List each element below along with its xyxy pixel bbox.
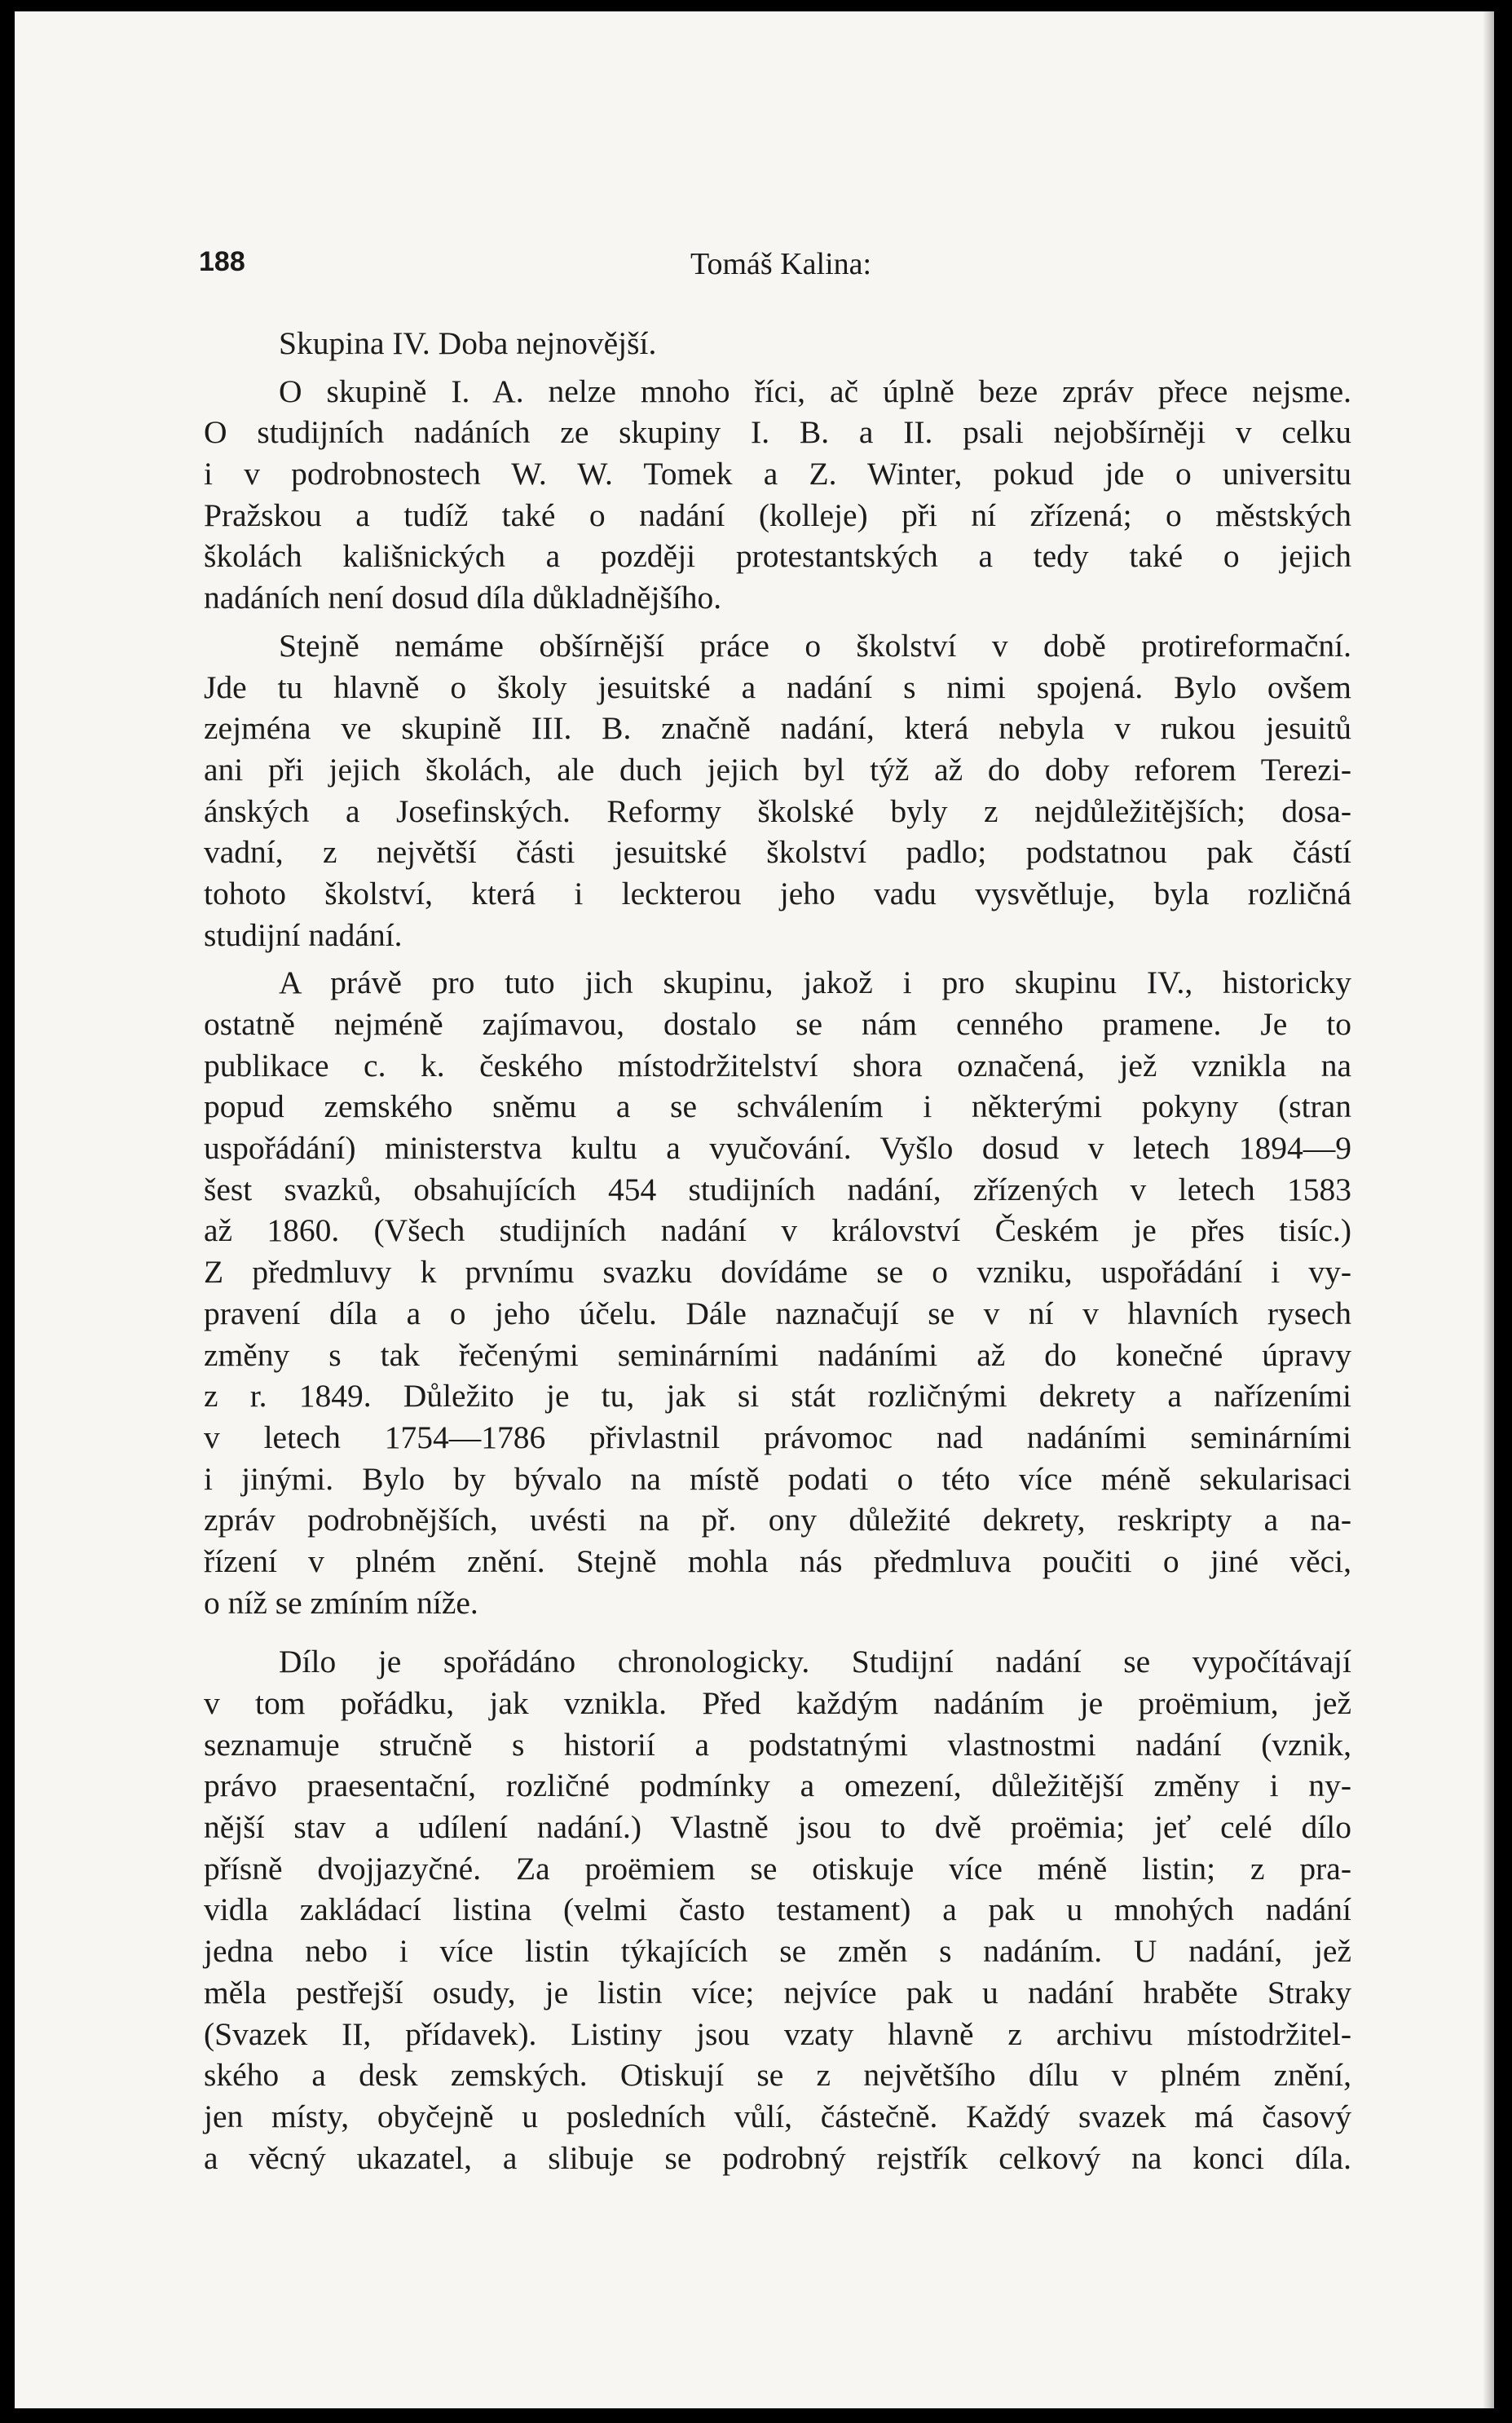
text-line: studijní nadání.	[204, 916, 403, 953]
text-line: i jinými. Bylo by bývalo na místě podati o této více méně sekularisaci	[204, 1460, 1351, 1497]
body-text	[204, 323, 1351, 2178]
paragraph-gap	[204, 619, 1351, 625]
text-line: jen místy, obyčejně u posledních vůlí, částečně. Každý svazek má časový	[204, 2098, 1351, 2134]
text-line: v letech 1754—1786 přivlastnil právomoc nad nadáními seminárními	[204, 1419, 1351, 1455]
text-line: až 1860. (Všech studijních nadání v království Českém je přes tisíc.)	[204, 1212, 1351, 1249]
text-line: právo praesentační, rozličné podmínky a omezení, důležitější změny i ny-	[204, 1768, 1351, 1804]
text-line: řízení v plném znění. Stejně mohla nás předmluva poučiti o jiné věci,	[204, 1543, 1351, 1579]
paragraph-gap	[204, 364, 1351, 371]
text-line: školách kališnických a později protestantských a tedy také o jejich	[204, 538, 1351, 575]
text-line: Stejně nemáme obšírnější práce o školství v době protireformační.	[279, 627, 1351, 664]
text-line: A právě pro tuto jich skupinu, jakož i pro skupinu IV., historicky	[279, 964, 1351, 1001]
text-line: vidla zakládací listina (velmi často testament) a pak u mnohých nadání	[204, 1891, 1351, 1928]
text-line: ského a desk zemských. Otiskují se z největšího dílu v plném znění,	[204, 2057, 1351, 2094]
paragraph-gap	[204, 956, 1351, 962]
text-line: ánských a Josefinských. Reformy školské byly z nejdůležitějších; dosa-	[204, 792, 1351, 829]
text-line: (Svazek II, přídavek). Listiny jsou vzaty hlavně z archivu místodržitel-	[204, 2015, 1351, 2052]
text-line: ostatně nejméně zajímavou, dostalo se nám cenného pramene. Je to	[204, 1006, 1351, 1042]
text-line: vadní, z největší části jesuitské školství padlo; podstatnou pak částí	[204, 834, 1351, 871]
text-line: zejména ve skupině III. B. značně nadání, která nebyla v rukou jesuitů	[204, 710, 1351, 747]
text-line: o níž se zmíním níže.	[204, 1584, 478, 1621]
text-line: nější stav a udílení nadání.) Vlastně jsou to dvě proëmia; jeť celé dílo	[204, 1809, 1351, 1846]
text-line: změny s tak řečenými seminárními nadáními až do konečné úpravy	[204, 1336, 1351, 1373]
text-line: popud zemského sněmu a se schválením i některými pokyny (stran	[204, 1088, 1351, 1125]
text-line: uspořádání) ministerstva kultu a vyučování. Vyšlo dosud v letech 1894—9	[204, 1130, 1351, 1167]
section-heading: Skupina IV. Doba nejnovější.	[279, 325, 657, 361]
text-line: ani při jejich školách, ale duch jejich byl týž až do doby reforem Terezi-	[204, 751, 1351, 788]
text-line: šest svazků, obsahujících 454 studijních nadání, zřízených v letech 1583	[204, 1171, 1351, 1207]
text-line: a věcný ukazatel, a slibuje se podrobný rejstřík celkový na konci díla.	[204, 2139, 1351, 2176]
text-line: z r. 1849. Důležito je tu, jak si stát rozličnými dekrety a nařízeními	[204, 1378, 1351, 1415]
text-line: O skupině I. A. nelze mnoho říci, ač úplně beze zpráv přece nejsme.	[279, 373, 1351, 409]
text-line: publikace c. k. českého místodržitelství shora označená, jež vznikla na	[204, 1047, 1351, 1084]
running-title: Tomáš Kalina:	[690, 247, 872, 281]
paragraph-gap	[204, 1623, 1351, 1641]
book-page	[15, 11, 1494, 2408]
text-line: přísně dvojjazyčné. Za proëmiem se otiskuje více méně listin; z pra-	[204, 1850, 1351, 1887]
text-line: seznamuje stručně s historií a podstatnými vlastnostmi nadání (vznik,	[204, 1726, 1351, 1763]
text-line: i v podrobnostech W. W. Tomek a Z. Winter, pokud jde o universitu	[204, 456, 1351, 492]
text-line: pravení díla a o jeho účelu. Dále naznačují se v ní v hlavních rysech	[204, 1295, 1351, 1331]
text-line: jedna nebo i více listin týkajících se změn s nadáním. U nadání, jež	[204, 1933, 1351, 1970]
page-edge-shadow	[1483, 11, 1494, 2408]
text-line: tohoto školství, která i leckterou jeho vadu vysvětluje, byla rozličná	[204, 875, 1351, 911]
text-line: zpráv podrobnějších, uvésti na př. ony důležité dekrety, reskripty a na-	[204, 1502, 1351, 1538]
text-line: v tom pořádku, jak vznikla. Před každým nadáním je proëmium, jež	[204, 1685, 1351, 1721]
page-header	[194, 246, 1368, 295]
text-line: O studijních nadáních ze skupiny I. B. a II. psali nejobšírněji v celku	[204, 414, 1351, 451]
page-number: 188	[199, 246, 245, 277]
text-line: Z předmluvy k prvnímu svazku dovídáme se o vzniku, uspořádání i vy-	[204, 1254, 1351, 1291]
text-line: Dílo je spořádáno chronologicky. Studijní nadání se vypočítávají	[279, 1644, 1351, 1680]
text-line: Jde tu hlavně o školy jesuitské a nadání s nimi spojená. Bylo ovšem	[204, 669, 1351, 705]
text-line: měla pestřejší osudy, je listin více; nejvíce pak u nadání hraběte Straky	[204, 1974, 1351, 2010]
text-line: Pražskou a tudíž také o nadání (kolleje) při ní zřízená; o městských	[204, 497, 1351, 533]
text-line: nadáních není dosud díla důkladnějšího.	[204, 580, 722, 616]
